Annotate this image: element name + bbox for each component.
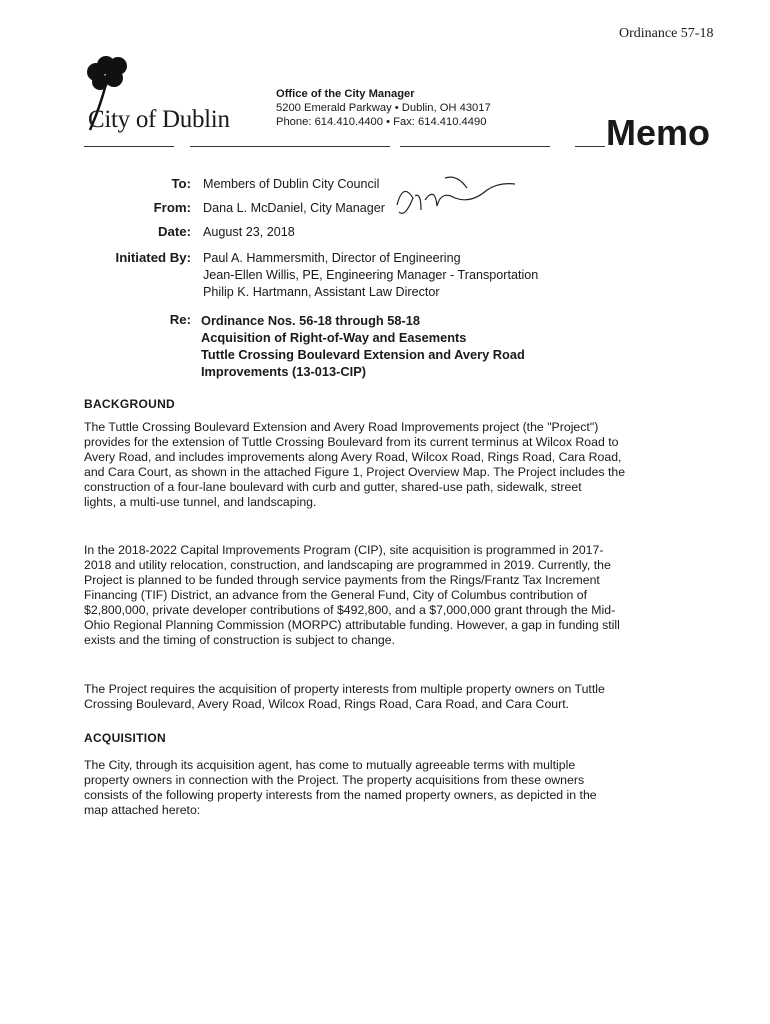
header-rule (84, 146, 174, 147)
background-paragraph-2 (84, 543, 714, 648)
date-label: Date: (158, 224, 191, 239)
text-line: 2018 and utility relocation, construction, and landscaping are programmed in 2019. Currently, the (84, 558, 611, 572)
text-line: In the 2018-2022 Capital Improvements Program (CIP), site acquisition is programmed in 2017- (84, 543, 604, 557)
text-line: Project is planned to be funded through service payments from the Rings/Frantz Tax Increment (84, 573, 600, 587)
text-line: The City, through its acquisition agent, has come to mutually agreeable terms with multiple (84, 758, 576, 772)
text-line: $2,800,000, private developer contributions of $492,800, and a $7,000,000 grant through the Mid- (84, 603, 616, 617)
header-rule (400, 146, 550, 147)
office-title: Office of the City Manager (276, 88, 415, 100)
subject-line: Tuttle Crossing Boulevard Extension and Avery Road (201, 347, 525, 362)
acquisition-paragraph (84, 758, 714, 818)
office-block (276, 87, 491, 129)
header-rule (190, 146, 390, 147)
to-label: To: (171, 176, 191, 191)
logo-text: City of Dublin (88, 106, 230, 133)
subject-lines (201, 312, 525, 380)
background-heading: BACKGROUND (84, 397, 175, 411)
from-label: From: (153, 200, 191, 215)
text-line: and Cara Court, as shown in the attached Figure 1, Project Overview Map. The Project includes the (84, 465, 626, 479)
header-rule (575, 146, 605, 147)
memo-heading: Memo (606, 112, 711, 153)
office-phone: Phone: 614.410.4400 • Fax: 614.410.4490 (276, 116, 487, 128)
text-line: property owners in connection with the Project. The property acquisitions from these owners (84, 773, 585, 787)
date-value: August 23, 2018 (203, 225, 295, 239)
text-line: map attached hereto: (84, 803, 201, 817)
text-line: exists and the timing of construction is subject to change. (84, 633, 396, 647)
text-line: construction of a four-lane boulevard with curb and gutter, shared-use path, sidewalk, street (84, 480, 582, 494)
initiated-list (203, 250, 538, 301)
city-logo (84, 52, 259, 132)
initiated-name: Philip K. Hartmann, Assistant Law Director (203, 285, 440, 299)
text-line: Avery Road, and includes improvements along Avery Road, Wilcox Road, Rings Road, Cara Road, (84, 450, 622, 464)
text-line: Financing (TIF) District, an advance from the General Fund, City of Columbus contribution of (84, 588, 588, 602)
initiated-name: Paul A. Hammersmith, Director of Engineering (203, 251, 461, 265)
text-line: lights, a multi-use tunnel, and landscaping. (84, 495, 317, 509)
initiated-label: Initiated By: (115, 250, 191, 265)
text-line: provides for the extension of Tuttle Crossing Boulevard from its current terminus at Wilcox Road to (84, 435, 619, 449)
to-value: Members of Dublin City Council (203, 177, 380, 191)
background-paragraph-3 (84, 682, 714, 712)
text-line: consists of the following property interests from the named property owners, as depicted in the (84, 788, 597, 802)
text-line: The Tuttle Crossing Boulevard Extension and Avery Road Improvements project (the "Project") (84, 420, 599, 434)
subject-line: Ordinance Nos. 56-18 through 58-18 (201, 313, 421, 328)
subject-line: Improvements (13-013-CIP) (201, 364, 366, 379)
text-line: The Project requires the acquisition of property interests from multiple property owners on Tuttle (84, 682, 605, 696)
ordinance-number: Ordinance 57-18 (619, 26, 714, 41)
office-address: 5200 Emerald Parkway • Dublin, OH 43017 (276, 102, 491, 114)
re-label: Re: (169, 312, 191, 327)
text-line: Ohio Regional Planning Commission (MORPC) attributable funding. However, a gap in funding still (84, 618, 620, 632)
initiated-name: Jean-Ellen Willis, PE, Engineering Manager - Transportation (203, 268, 539, 282)
signature (375, 170, 525, 230)
text-line: Crossing Boulevard, Avery Road, Wilcox Road, Rings Road, Cara Road, and Cara Court. (84, 697, 570, 711)
background-paragraph-1 (84, 420, 714, 510)
acquisition-heading: ACQUISITION (84, 731, 166, 745)
from-value: Dana L. McDaniel, City Manager (203, 201, 385, 215)
subject-line: Acquisition of Right-of-Way and Easements (201, 330, 467, 345)
